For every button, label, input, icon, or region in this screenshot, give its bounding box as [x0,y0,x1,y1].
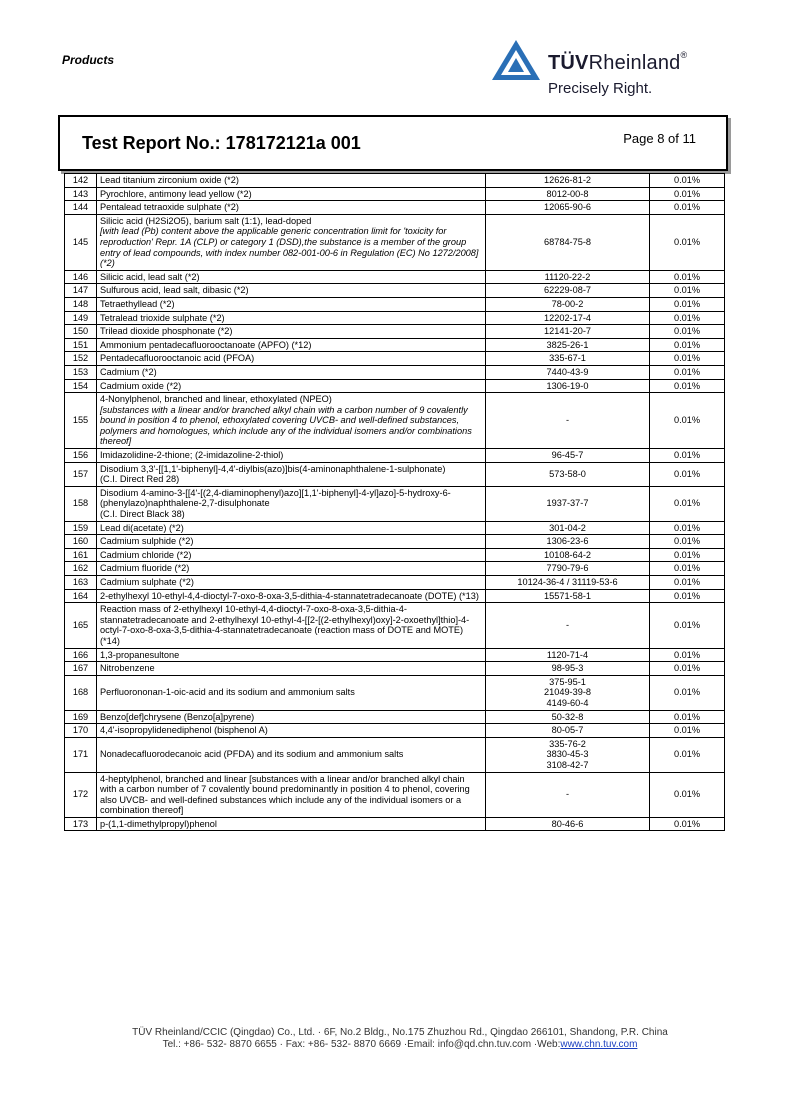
table-row [65,817,725,831]
limit-value: 0.01% [650,311,725,325]
limit-value: 0.01% [650,338,725,352]
limit-value: 0.01% [650,297,725,311]
row-number: 164 [65,589,97,603]
row-number: 165 [65,603,97,648]
cas-number: 7790-79-6 [486,562,650,576]
table-row [65,662,725,676]
substance-name: 1,3-propanesultone [97,648,486,662]
substance-name: Ammonium pentadecafluorooctanoate (APFO) (*12) [97,338,486,352]
cas-number: 80-46-6 [486,817,650,831]
triangle-logo-icon [490,38,542,82]
limit-value: 0.01% [650,737,725,772]
substance-name: Cadmium sulphide (*2) [97,535,486,549]
page-number: Page 8 of 11 [623,131,696,146]
row-number: 173 [65,817,97,831]
cas-number: 12626-81-2 [486,174,650,188]
brand-name: TÜVRheinland® [548,50,688,74]
row-number: 163 [65,576,97,590]
substance-description: [with lead (Pb) content above the applicable generic concentration limit for 'toxicity for reproduction' Repr. 1A (CLP) or category 1 (DSD),the substance is a member of the group entry of lead compounds, with index number 082-001-00-6 in Regulation (EC) No 1272/2008] (*2) [100,226,479,269]
row-number: 142 [65,174,97,188]
footer-contact: Tel.: +86- 532- 8870 6655 · Fax: +86- 532- 8870 6669 ·Email: info@qd.chn.tuv.com ·Web:www.chn.tuv.com [162,1039,638,1050]
limit-value: 0.01% [650,379,725,393]
cas-number: 301-04-2 [486,521,650,535]
substance-name: Cadmium sulphate (*2) [97,576,486,590]
table-row [65,214,725,270]
table-row [65,325,725,339]
substance-name: Sulfurous acid, lead salt, dibasic (*2) [97,284,486,298]
table-row [65,737,725,772]
substance-name: Benzo[def]chrysene (Benzo[a]pyrene) [97,710,486,724]
row-number: 145 [65,214,97,270]
substance-name-text: 4-Nonylphenol, branched and linear, ethoxylated (NPEO) [100,394,332,405]
limit-value: 0.01% [650,325,725,339]
row-number: 161 [65,548,97,562]
cas-number: - [486,393,650,449]
cas-number: - [486,772,650,817]
row-number: 155 [65,393,97,449]
limit-value: 0.01% [650,365,725,379]
cas-number: 96-45-7 [486,449,650,463]
substance-name: 2-ethylhexyl 10-ethyl-4,4-dioctyl-7-oxo-8-oxa-3,5-dithia-4-stannatetradecanoate (DOTE) (*13) [97,589,486,603]
substance-name: p-(1,1-dimethylpropyl)phenol [97,817,486,831]
table-row [65,379,725,393]
limit-value: 0.01% [650,449,725,463]
substance-name: Pentalead tetraoxide sulphate (*2) [97,201,486,215]
row-number: 162 [65,562,97,576]
table-row [65,710,725,724]
cas-number: 15571-58-1 [486,589,650,603]
row-number: 171 [65,737,97,772]
section-label: Products [62,53,115,67]
cas-number: 68784-75-8 [486,214,650,270]
row-number: 160 [65,535,97,549]
table-row [65,449,725,463]
limit-value: 0.01% [650,521,725,535]
table-row [65,535,725,549]
substance-name: Perfluorononan-1-oic-acid and its sodium and ammonium salts [97,675,486,710]
cas-number: - [486,603,650,648]
substance-description: [substances with a linear and/or branched alkyl chain with a carbon number of 9 covalently bound in position 4 to phenol, ethoxylated covering UVCB- and well-defined substances, polymers and homologues, which include any of the individual isomers and/or combinations thereof] [100,404,472,447]
report-header-box [58,115,728,171]
substance-name: Pyrochlore, antimony lead yellow (*2) [97,187,486,201]
row-number: 169 [65,710,97,724]
row-number: 166 [65,648,97,662]
row-number: 170 [65,724,97,738]
cas-number: 12202-17-4 [486,311,650,325]
cas-number: 62229-08-7 [486,284,650,298]
limit-value: 0.01% [650,462,725,486]
cas-number: 335-76-2 3830-45-3 3108-42-7 [486,737,650,772]
tuv-rheinland-logo [490,38,730,100]
row-number: 154 [65,379,97,393]
table-row [65,284,725,298]
row-number: 152 [65,352,97,366]
substance-name: 4,4'-isopropylidenediphenol (bisphenol A) [97,724,486,738]
page-footer [0,1027,800,1051]
substance-name: Reaction mass of 2-ethylhexyl 10-ethyl-4,4-dioctyl-7-oxo-8-oxa-3,5-dithia-4-stannatetradecanoate and 2-ethylhexyl 10-ethyl-4-[[2-[(2-ethylhexyl)oxy]-2-oxoethyl]thio]-4-octyl-7-oxo-8-oxa-3,5-dithia-4-stannatetradecanoate (reaction mass of DOTE and MOTE) (*14) [97,603,486,648]
row-number: 156 [65,449,97,463]
limit-value: 0.01% [650,589,725,603]
cas-number: 1937-37-7 [486,486,650,521]
cas-number: 12065-90-6 [486,201,650,215]
substance-name: Nonadecafluorodecanoic acid (PFDA) and its sodium and ammonium salts [97,737,486,772]
cas-number: 335-67-1 [486,352,650,366]
table-row [65,486,725,521]
substance-name: Cadmium chloride (*2) [97,548,486,562]
cas-number: 12141-20-7 [486,325,650,339]
substance-name: Trilead dioxide phosphonate (*2) [97,325,486,339]
limit-value: 0.01% [650,548,725,562]
row-number: 146 [65,270,97,284]
substance-name: Cadmium fluoride (*2) [97,562,486,576]
table-row [65,589,725,603]
substance-name: Imidazolidine-2-thione; (2-imidazoline-2-thiol) [97,449,486,463]
cas-number: 78-00-2 [486,297,650,311]
substance-name: Pentadecafluorooctanoic acid (PFOA) [97,352,486,366]
table-row [65,603,725,648]
cas-number: 80-05-7 [486,724,650,738]
row-number: 149 [65,311,97,325]
row-number: 168 [65,675,97,710]
cas-number: 7440-43-9 [486,365,650,379]
table-row [65,270,725,284]
substance-name [97,214,486,270]
substance-name: Disodium 3,3'-[[1,1'-biphenyl]-4,4'-diylbis(azo)]bis(4-aminonaphthalene-1-sulphonate) (C.I. Direct Red 28) [97,462,486,486]
limit-value: 0.01% [650,675,725,710]
table-row [65,365,725,379]
substance-name [97,393,486,449]
limit-value: 0.01% [650,772,725,817]
row-number: 147 [65,284,97,298]
cas-number: 3825-26-1 [486,338,650,352]
limit-value: 0.01% [650,270,725,284]
table-row [65,462,725,486]
table-row [65,393,725,449]
table-row [65,576,725,590]
limit-value: 0.01% [650,187,725,201]
cas-number: 8012-00-8 [486,187,650,201]
substance-name: Tetralead trioxide sulphate (*2) [97,311,486,325]
cas-number: 375-95-1 21049-39-8 4149-60-4 [486,675,650,710]
website-link[interactable]: www.chn.tuv.com [560,1039,638,1050]
row-number: 144 [65,201,97,215]
table-row [65,297,725,311]
table-row [65,352,725,366]
limit-value: 0.01% [650,576,725,590]
row-number: 148 [65,297,97,311]
substance-name: Tetraethyllead (*2) [97,297,486,311]
limit-value: 0.01% [650,393,725,449]
row-number: 159 [65,521,97,535]
limit-value: 0.01% [650,201,725,215]
substance-name: Lead titanium zirconium oxide (*2) [97,174,486,188]
table-row [65,562,725,576]
row-number: 167 [65,662,97,676]
table-row [65,724,725,738]
table-row [65,548,725,562]
row-number: 172 [65,772,97,817]
brand-tagline: Precisely Right. [548,80,653,97]
substance-name: Cadmium oxide (*2) [97,379,486,393]
substance-table [64,173,725,831]
limit-value: 0.01% [650,562,725,576]
cas-number: 11120-22-2 [486,270,650,284]
cas-number: 10108-64-2 [486,548,650,562]
limit-value: 0.01% [650,284,725,298]
substance-name: Nitrobenzene [97,662,486,676]
limit-value: 0.01% [650,486,725,521]
table-row [65,521,725,535]
limit-value: 0.01% [650,817,725,831]
substance-name-text: Silicic acid (H2Si2O5), barium salt (1:1), lead-doped [100,215,312,226]
substance-name: Disodium 4-amino-3-[[4'-[(2,4-diaminophenyl)azo][1,1'-biphenyl]-4-yl]azo]-5-hydroxy-6-(phenylazo)naphthalene-2,7-disulphonate (C.I. Direct Black 38) [97,486,486,521]
row-number: 150 [65,325,97,339]
cas-number: 50-32-8 [486,710,650,724]
limit-value: 0.01% [650,662,725,676]
table-row [65,772,725,817]
limit-value: 0.01% [650,174,725,188]
table-row [65,311,725,325]
row-number: 143 [65,187,97,201]
report-title: Test Report No.: 178172121a 001 [82,133,361,153]
substance-name: Cadmium (*2) [97,365,486,379]
limit-value: 0.01% [650,648,725,662]
table-row [65,174,725,188]
substance-name: Lead di(acetate) (*2) [97,521,486,535]
limit-value: 0.01% [650,603,725,648]
table-row [65,675,725,710]
cas-number: 10124-36-4 / 31119-53-6 [486,576,650,590]
substance-name: Silicic acid, lead salt (*2) [97,270,486,284]
table-row [65,648,725,662]
limit-value: 0.01% [650,214,725,270]
substance-name: 4-heptylphenol, branched and linear [substances with a linear and/or branched alkyl chain with a carbon number of 7 covalently bound predominantly in position 4 to phenol, covering also UVCB- and well-defined substances which include any of the individual isomers or a combination thereof] [97,772,486,817]
row-number: 158 [65,486,97,521]
row-number: 151 [65,338,97,352]
table-row [65,201,725,215]
footer-address: TÜV Rheinland/CCIC (Qingdao) Co., Ltd. · 6F, No.2 Bldg., No.175 Zhuzhou Rd., Qingdao 266101, Shandong, P.R. China [132,1027,668,1038]
limit-value: 0.01% [650,724,725,738]
limit-value: 0.01% [650,710,725,724]
cas-number: 98-95-3 [486,662,650,676]
cas-number: 1120-71-4 [486,648,650,662]
table-row [65,187,725,201]
cas-number: 1306-23-6 [486,535,650,549]
row-number: 153 [65,365,97,379]
cas-number: 1306-19-0 [486,379,650,393]
row-number: 157 [65,462,97,486]
limit-value: 0.01% [650,535,725,549]
limit-value: 0.01% [650,352,725,366]
table-row [65,338,725,352]
cas-number: 573-58-0 [486,462,650,486]
